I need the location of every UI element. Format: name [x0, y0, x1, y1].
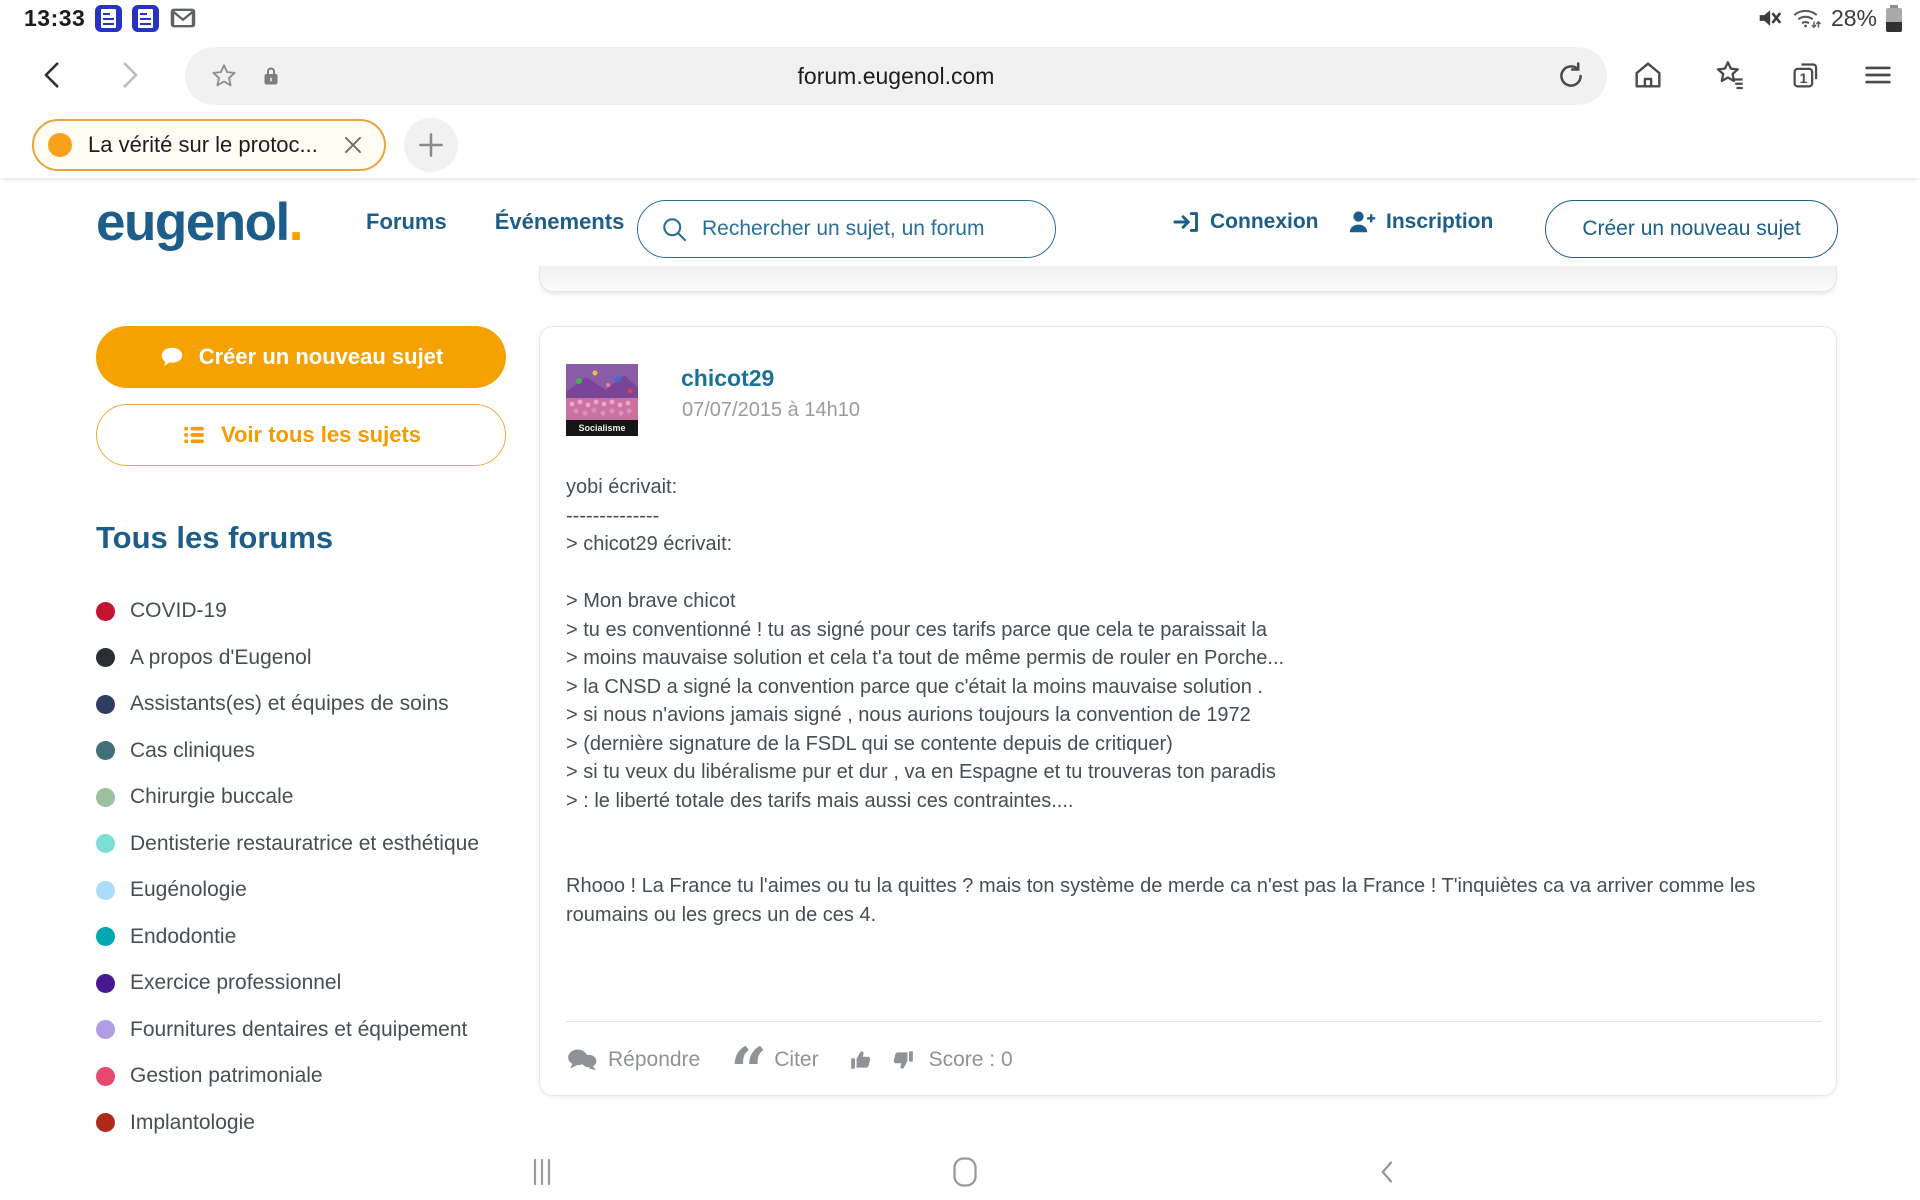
post-body-line: yobi écrivait:: [566, 476, 678, 498]
tab-counter-icon: [1789, 58, 1823, 92]
sidebar-forum-item[interactable]: [96, 1007, 506, 1054]
svg-text:1: 1: [1799, 71, 1808, 87]
forum-label: Dentisterie restauratrice et esthétique: [130, 831, 480, 855]
sidebar-create-topic-button[interactable]: [96, 326, 506, 388]
reply-button[interactable]: [566, 1047, 700, 1073]
bookmarks-button[interactable]: [1708, 53, 1752, 97]
view-all-label: Voir tous les sujets: [220, 422, 422, 447]
sidebar-forum-item[interactable]: [96, 914, 506, 961]
forum-label: Endodontie: [130, 924, 237, 948]
signup-label: Inscription: [1386, 210, 1494, 233]
site-header: [0, 178, 1920, 266]
menu-button[interactable]: [1856, 53, 1900, 97]
forum-label: Assistants(es) et équipes de soins: [130, 692, 449, 716]
sidebar-forum-item[interactable]: [96, 960, 506, 1007]
battery-icon: [1886, 5, 1902, 32]
search-input[interactable]: [702, 217, 1035, 241]
mute-icon: [1755, 4, 1783, 32]
forum-color-dot: [96, 927, 115, 946]
document-app-notification-icon: [95, 5, 122, 32]
gmail-notification-icon: [169, 4, 197, 32]
post-body-line: > chicot29 écrivait:: [566, 533, 733, 555]
forum-color-dot: [96, 788, 115, 807]
hamburger-menu-icon: [1861, 58, 1895, 92]
sidebar-forum-item[interactable]: [96, 1053, 506, 1100]
search-icon: [660, 215, 688, 243]
android-back-button[interactable]: [1366, 1150, 1410, 1194]
list-icon: [181, 422, 207, 448]
bookmark-star-icon: [1713, 58, 1747, 92]
tabs-button[interactable]: [1784, 53, 1828, 97]
sidebar-view-all-button[interactable]: [96, 404, 506, 466]
post-body-line: [566, 844, 1822, 873]
thumbs-up-icon: [849, 1047, 875, 1073]
main-nav: [366, 178, 624, 266]
battery-percent: 28%: [1830, 4, 1877, 31]
post-body-line: > : le liberté totale des tarifs mais aussi ces contraintes....: [566, 789, 1074, 812]
new-tab-button[interactable]: [404, 118, 458, 172]
post-date: 07/07/2015 à 14h10: [682, 399, 860, 421]
post-footer: [566, 1034, 1013, 1109]
post-body-line: > (dernière signature de la FSDL qui se contente depuis de critiquer): [566, 732, 1173, 755]
recent-apps-button[interactable]: [520, 1150, 564, 1194]
forum-color-dot: [96, 741, 115, 760]
nav-forums[interactable]: Forums: [366, 209, 447, 234]
post-body-line: Rhooo ! La France tu l'aimes ou tu la quittes ? mais ton système de merde ca n'est pas la France ! T'inquiètes ca va arriver comme les roumains ou les grecs un de ces 4.: [566, 875, 1761, 926]
forum-color-dot: [96, 1113, 115, 1132]
android-back-icon: [1374, 1157, 1402, 1187]
post-score: Score : 0: [928, 1048, 1013, 1071]
forum-color-dot: [96, 974, 115, 993]
document-app-notification-icon: [132, 5, 159, 32]
post-divider: [566, 1021, 1822, 1022]
url-bar[interactable]: [185, 47, 1607, 105]
thumbs-down-button[interactable]: [889, 1047, 915, 1073]
forum-color-dot: [96, 1067, 115, 1086]
quote-icon: “: [730, 1034, 768, 1109]
forum-list: [96, 588, 506, 1146]
forums-heading: Tous les forums: [96, 520, 334, 555]
quote-label: Citer: [774, 1048, 819, 1071]
post-body-line: > Mon brave chicot: [566, 590, 736, 612]
forum-label: Exercice professionnel: [130, 971, 342, 995]
post-body-line: > la CNSD a signé la convention parce que c'était la moins mauvaise solution .: [566, 675, 1263, 698]
plus-icon: [415, 129, 447, 161]
avatar[interactable]: [566, 364, 638, 436]
back-icon: [36, 58, 70, 92]
forum-color-dot: [96, 602, 115, 621]
sidebar-forum-item[interactable]: [96, 728, 506, 775]
home-button[interactable]: [1626, 53, 1670, 97]
forum-label: Cas cliniques: [130, 738, 255, 762]
login-link[interactable]: [1172, 178, 1319, 266]
page-content: [0, 266, 1920, 1140]
nav-events[interactable]: Événements: [494, 209, 625, 234]
forward-icon: [112, 58, 146, 92]
post-body-line: > si nous n'avions jamais signé , nous aurions toujours la convention de 1972: [566, 704, 1251, 726]
status-bar: [0, 0, 1920, 38]
thumbs-up-button[interactable]: [849, 1047, 875, 1073]
browser-toolbar: [0, 38, 1920, 112]
android-home-icon: [952, 1156, 978, 1188]
forum-label: Fournitures dentaires et équipement: [130, 1017, 468, 1041]
forum-color-dot: [96, 1020, 115, 1039]
reload-button[interactable]: [1549, 54, 1593, 98]
post-body-line: [566, 815, 1822, 844]
tab-favicon: [48, 133, 72, 157]
post-body-line: > tu es conventionné ! tu as signé pour ces tarifs parce que cela te paraissait la: [566, 618, 1267, 641]
forum-label: Gestion patrimoniale: [130, 1064, 323, 1088]
reply-label: Répondre: [608, 1048, 701, 1071]
quote-button[interactable]: [730, 1034, 819, 1109]
forward-button[interactable]: [107, 53, 151, 97]
forum-label: A propos d'Eugenol: [130, 645, 312, 669]
eugenol-logo[interactable]: eugenol.: [96, 193, 302, 252]
tab-close-button[interactable]: [338, 130, 368, 160]
android-home-button[interactable]: [943, 1150, 987, 1194]
post-author-link[interactable]: chicot29: [681, 365, 775, 391]
logo-dot: .: [288, 193, 302, 252]
thumbs-down-icon: [889, 1047, 915, 1073]
forum-color-dot: [96, 881, 115, 900]
reply-bubbles-icon: [566, 1047, 598, 1073]
sidebar-forum-item[interactable]: [96, 774, 506, 821]
forum-color-dot: [96, 834, 115, 853]
android-nav-bar: [0, 1140, 1920, 1200]
speech-bubble-icon: [159, 344, 185, 370]
url-text: forum.eugenol.com: [797, 62, 995, 89]
forum-label: Chirurgie buccale: [130, 785, 294, 809]
sidebar-forum-item[interactable]: [96, 867, 506, 914]
back-button[interactable]: [31, 53, 75, 97]
sidebar-forum-item[interactable]: [96, 681, 506, 728]
forum-color-dot: [96, 695, 115, 714]
post-body-line: [566, 559, 1822, 588]
login-icon: [1172, 208, 1200, 236]
post-body-line: --------------: [566, 504, 660, 527]
previous-post-card-edge: [539, 266, 1837, 292]
forum-label: Implantologie: [130, 1110, 255, 1134]
forum-label: COVID-19: [130, 599, 227, 623]
reload-icon: [1555, 60, 1587, 92]
sidebar-forum-item[interactable]: [96, 821, 506, 868]
sidebar: [96, 326, 506, 1146]
close-icon: [340, 132, 366, 158]
header-create-topic-button[interactable]: Créer un nouveau sujet: [1545, 200, 1838, 258]
home-icon: [1631, 58, 1665, 92]
svg-text:Socialisme: Socialisme: [578, 423, 626, 433]
post-body-line: > si tu veux du libéralisme pur et dur , va en Espagne et tu trouveras ton paradis: [566, 761, 1276, 783]
post-body-line: > moins mauvaise solution et cela t'a tout de même permis de rouler en Porche...: [566, 647, 1285, 669]
post-card: [539, 326, 1837, 1109]
clock: 13:33: [24, 4, 86, 31]
signup-person-plus-icon: [1346, 207, 1376, 237]
create-topic-label: Créer un nouveau sujet: [198, 344, 444, 369]
search-box[interactable]: [637, 200, 1056, 258]
signup-link[interactable]: [1346, 178, 1493, 266]
sidebar-forum-item[interactable]: [96, 588, 506, 635]
post-body: [566, 473, 1822, 929]
forum-label: Eugénologie: [130, 878, 247, 902]
recent-apps-icon: [527, 1156, 557, 1188]
login-label: Connexion: [1210, 210, 1319, 233]
forum-color-dot: [96, 648, 115, 667]
tab-title: La vérité sur le protoc...: [88, 132, 318, 157]
tab-strip: [0, 112, 1920, 178]
wifi-icon: [1792, 4, 1822, 32]
browser-tab[interactable]: [32, 119, 386, 171]
sidebar-forum-item[interactable]: [96, 635, 506, 682]
